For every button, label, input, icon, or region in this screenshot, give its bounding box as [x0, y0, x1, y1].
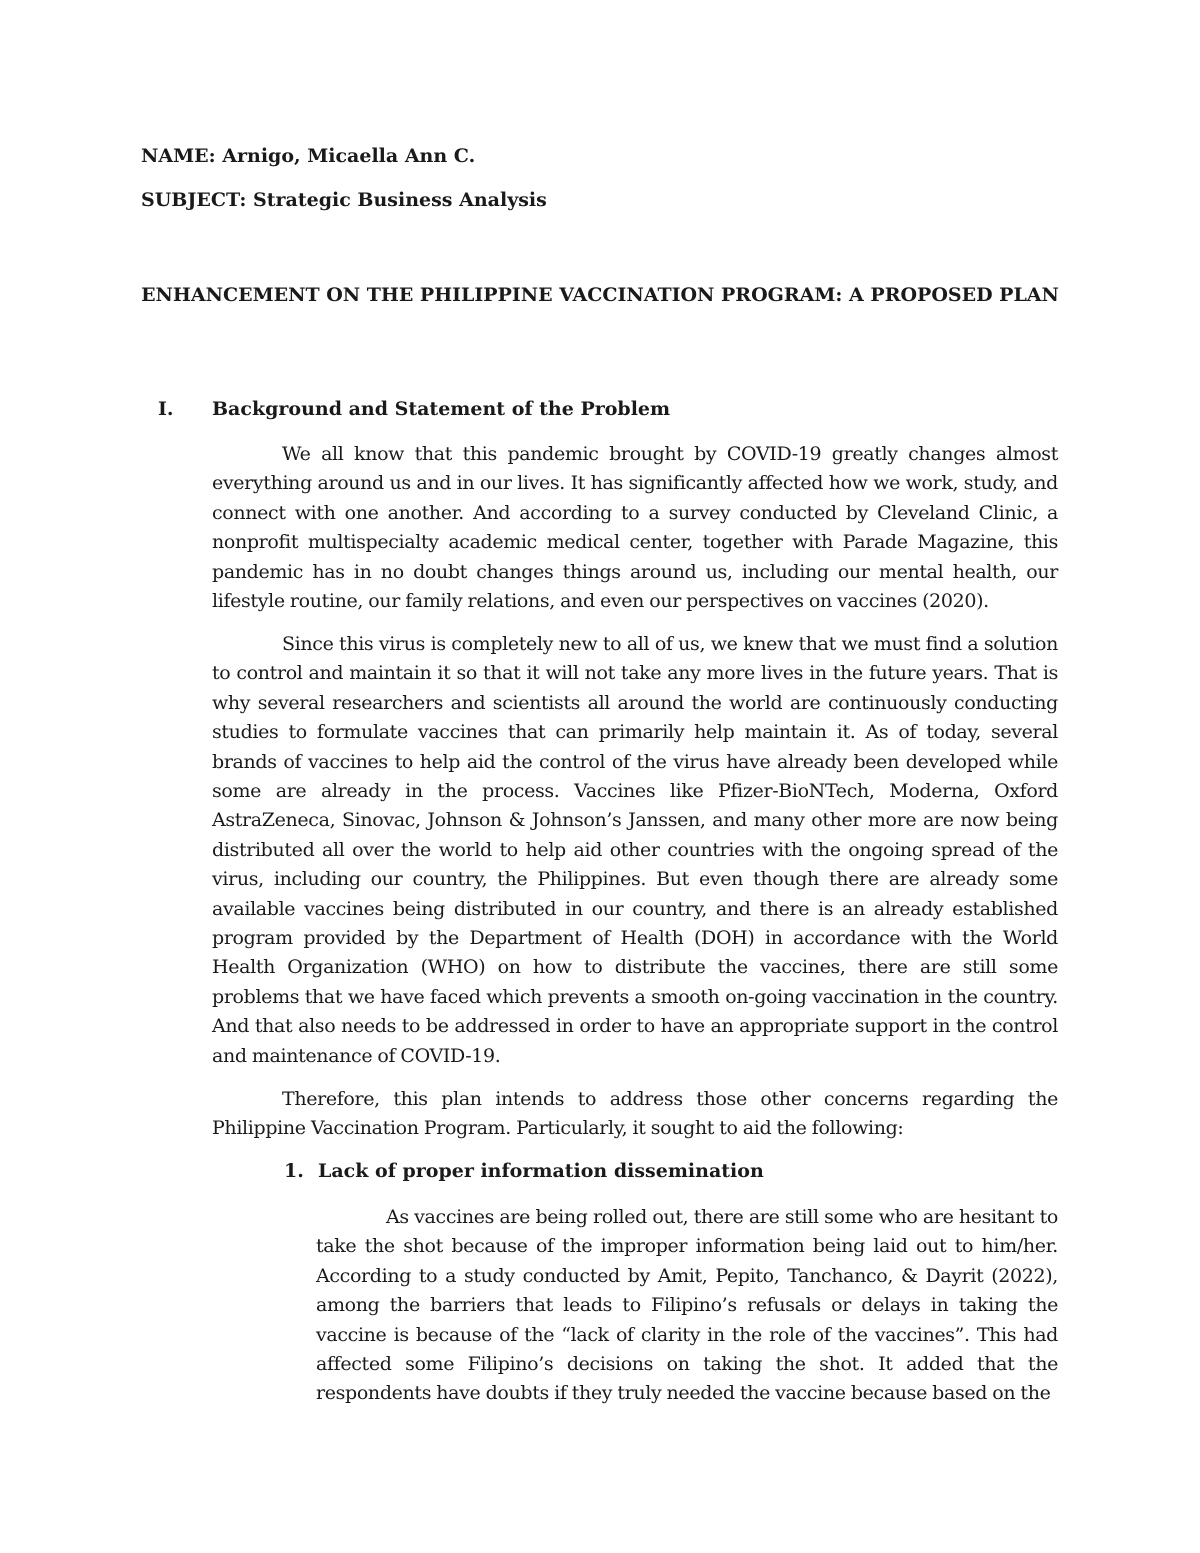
paragraph: Since this virus is completely new to all of us, we knew that we must find a solution to control and maintain it so that it will not take any more lives in the future years. That is why several researchers and scientists all around the world are continuously conducting studies to formulate vaccines that can primarily help maintain it. As of today, several brands of vaccines to help aid the control of the virus have already been developed while some are already in the process. Vaccines like Pfizer-BioNTech, Moderna, Oxford AstraZeneca, Sinovac, Johnson & Johnson’s Janssen, and many other more are now being distributed all over the world to help aid other countries with the ongoing spread of the virus, including our country, the Philippines. But even though there are already some available vaccines being distributed in our country, and there is an already established program provided by the Department of Health (DOH) in accordance with the World Health Organization (WHO) on how to distribute the vaccines, there are still some problems that we have faced which prevents a smooth on-going vaccination in the country. And that also needs to be addressed in order to have an appropriate support in the control and maintenance of COVID-19.	[212, 633, 1058, 1067]
subsection-heading	[284, 1160, 764, 1182]
subsection-number: 1.	[284, 1160, 304, 1182]
section-heading	[158, 398, 670, 420]
subject-label: SUBJECT:	[141, 189, 247, 211]
subsection-title: Lack of proper information dissemination	[318, 1160, 764, 1182]
paragraph: Therefore, this plan intends to address those other concerns regarding the Philippine Vaccination Program. Particularly, it sought to aid the following:	[212, 1088, 1058, 1140]
paragraph: We all know that this pandemic brought by COVID-19 greatly changes almost everything around us and in our lives. It has significantly affected how we work, study, and connect with one another. And according to a survey conducted by Cleveland Clinic, a nonprofit multispecialty academic medical center, together with Parade Magazine, this pandemic has in no doubt changes things around us, including our mental health, our lifestyle routine, our family relations, and even our perspectives on vaccines (2020).	[212, 443, 1058, 613]
student-name: Arnigo, Micaella Ann C.	[222, 145, 476, 167]
subject-name: Strategic Business Analysis	[253, 189, 547, 211]
document-title: ENHANCEMENT ON THE PHILIPPINE VACCINATION PROGRAM: A PROPOSED PLAN	[141, 284, 1059, 306]
section-title: Background and Statement of the Problem	[212, 398, 671, 420]
section-number: I.	[158, 398, 174, 420]
name-label: NAME:	[141, 145, 216, 167]
student-name-line	[141, 145, 475, 167]
subsection-paragraph: As vaccines are being rolled out, there are still some who are hesitant to take the shot because of the improper information being laid out to him/her. According to a study conducted by Amit, Pepito, Tanchanco, & Dayrit (2022), among the barriers that leads to Filipino’s refusals or delays in taking the vaccine is because of the “lack of clarity in the role of the vaccines”. This had affected some Filipino’s decisions on taking the shot. It added that the respondents have doubts if they truly needed the vaccine because based on the	[316, 1206, 1058, 1405]
subject-line	[141, 189, 547, 211]
